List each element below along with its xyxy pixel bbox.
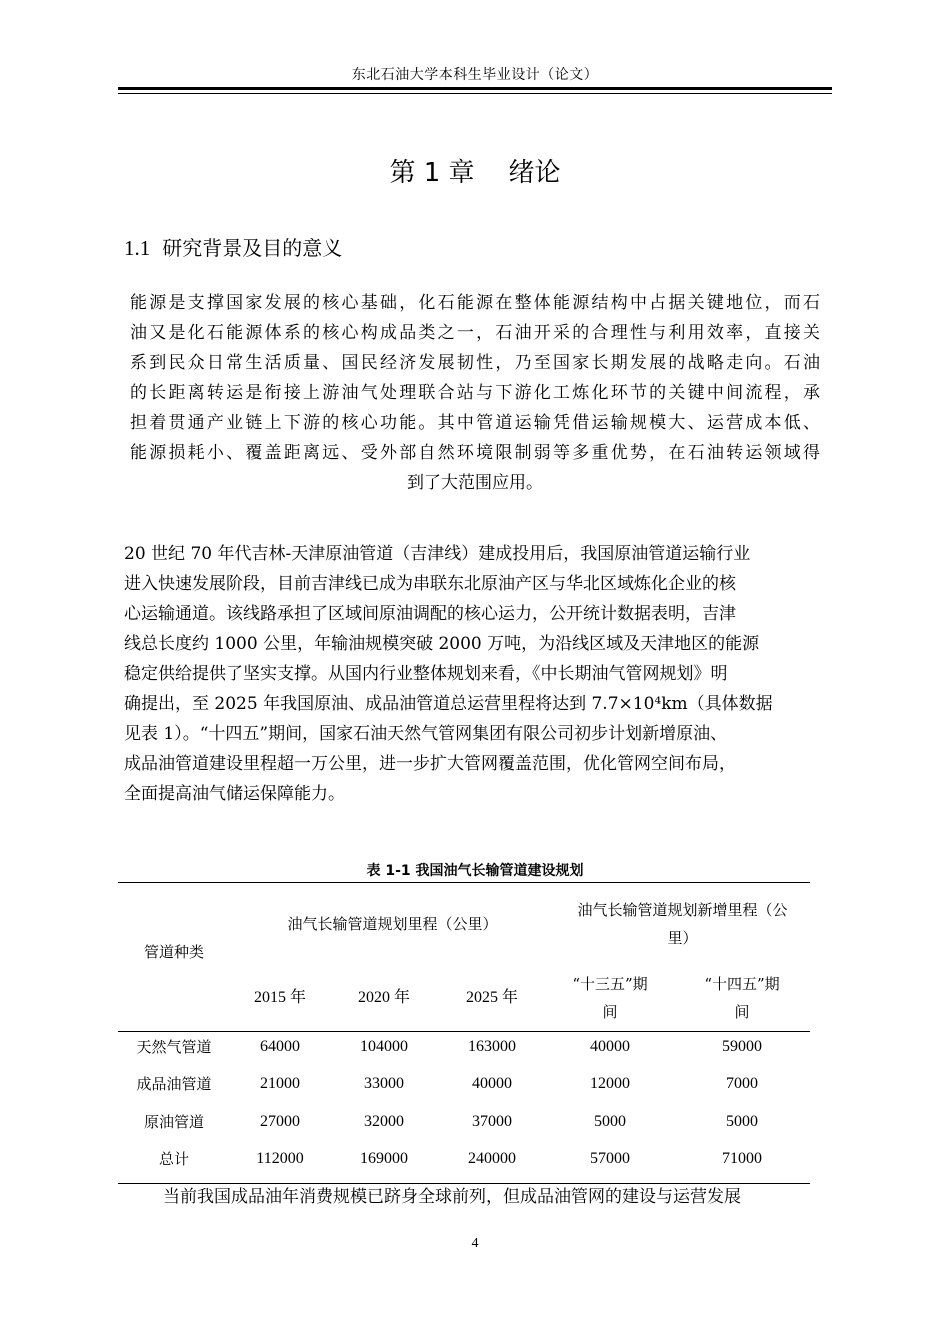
text-line: 确提出，至 2025 年我国原油、成品油管道总运营里程将达到 7.7×10⁴km（具体数据 [124,694,773,714]
table-header-14th-fyp-line1: “十四五”期 [704,975,780,993]
table-cell: 33000 [364,1075,404,1092]
text-line: 能源是支撑国家发展的核心基础，化石能源在整体能源结构中占据关键地位，而石 [130,293,820,313]
table-row-label: 总计 [158,1150,189,1168]
chapter-title [118,152,832,189]
table-cell: 5000 [594,1113,626,1130]
text-line: 到了大范围应用。 [407,473,543,493]
table-cell: 64000 [260,1038,300,1055]
text-line: 见表 1）。“十四五”期间，国家石油天然气管网集团有限公司初步计划新增原油、 [124,724,728,744]
section-title: 研究背景及目的意义 [162,236,343,260]
section-number: 1.1 [124,236,151,260]
table-header-new-mileage-line1: 油气长输管道规划新增里程（公 [577,901,788,919]
table-cell: 5000 [726,1113,758,1130]
paragraph-product-oil [163,1182,843,1212]
text-line: 心运输通道。该线路承担了区域间原油调配的核心运力，公开统计数据表明，吉津 [124,604,736,624]
table-header-14th-fyp-line2: 间 [734,1003,750,1021]
text-line: 当前我国成品油年消费规模已跻身全球前列，但成品油管网的建设与运营发展 [163,1187,741,1207]
chapter-number: 第 1 章 [389,158,475,188]
table-cell: 71000 [722,1150,762,1167]
paragraph-pipeline-history [124,539,824,809]
table-cell: 37000 [472,1113,512,1130]
table-header-pipe-type: 管道种类 [143,943,204,961]
table-header-new-mileage [555,896,810,952]
table-cell: 112000 [256,1150,304,1167]
table-header-14th-fyp [674,970,810,1026]
table-cell: 59000 [722,1038,762,1055]
table-header-rule [118,1031,810,1032]
header-rule-thick [118,87,832,90]
text-line: 能源损耗小、覆盖距离远、受外部自然环境限制弱等多重优势，在石油转运领域得 [130,443,820,463]
table-cell: 163000 [468,1038,516,1055]
text-line: 的长距离转运是衔接上游油气处理联合站与下游化工炼化环节的关键中间流程，承 [130,383,820,403]
table-header-13th-fyp [546,970,674,1026]
text-line: 稳定供给提供了坚实支撑。从国内行业整体规划来看，《中长期油气管网规划》明 [124,664,728,684]
paragraph-energy-background [130,288,830,498]
table-header-new-mileage-line2: 里） [667,929,698,947]
table-header-year-2015: 2015 年 [253,989,306,1006]
section-heading [124,232,342,261]
text-line: 线总长度约 1000 公里，年输油规模突破 2000 万吨，为沿线区域及天津地区的能源 [124,634,760,654]
table-row-label: 成品油管道 [136,1075,212,1093]
table-header-13th-fyp-line1: “十三五”期 [572,975,648,993]
table-header-planned-mileage: 油气长输管道规划里程（公里） [287,915,498,933]
table-cell: 12000 [590,1075,630,1092]
table-header-13th-fyp-line2: 间 [602,1003,618,1021]
table-cell: 240000 [468,1150,516,1167]
table-cell: 40000 [472,1075,512,1092]
header-rule-thin [118,93,832,94]
text-line: 全面提高油气储运保障能力。 [124,784,345,804]
table-cell: 104000 [360,1038,408,1055]
text-line: 系到民众日常生活质量、国民经济发展韧性，乃至国家长期发展的战略走向。石油 [130,353,820,373]
text-line: 担着贯通产业链上下游的核心功能。其中管道运输凭借运输规模大、运营成本低、 [130,413,820,433]
text-line: 进入快速发展阶段，目前吉津线已成为串联东北原油产区与华北区域炼化企业的核 [124,574,736,594]
table-cell: 7000 [726,1075,758,1092]
table-header-year-2020: 2020 年 [357,989,410,1006]
table-cell: 40000 [590,1038,630,1055]
table-cell: 169000 [360,1150,408,1167]
running-header: 东北石油大学本科生毕业设计（论文） [351,67,599,83]
table-row-label: 天然气管道 [136,1038,212,1056]
page-number: 4 [471,1236,479,1251]
chapter-name: 绪论 [508,158,561,188]
table-top-rule [118,882,810,883]
text-line: 成品油管道建设里程超一万公里，进一步扩大管网覆盖范围，优化管网空间布局， [124,754,736,774]
table-row-label: 原油管道 [143,1113,204,1131]
text-line: 20 世纪 70 年代吉林-天津原油管道（吉津线）建成投用后，我国原油管道运输行业 [124,544,751,564]
table-header-year-2025: 2025 年 [465,989,518,1006]
table-cell: 27000 [260,1113,300,1130]
text-line: 油又是化石能源体系的核心构成品类之一，石油开采的合理性与利用效率，直接关 [130,323,820,343]
table-caption: 表 1-1 我国油气长输管道建设规划 [366,863,584,879]
table-cell: 21000 [260,1075,300,1092]
table-cell: 32000 [364,1113,404,1130]
table-cell: 57000 [590,1150,630,1167]
